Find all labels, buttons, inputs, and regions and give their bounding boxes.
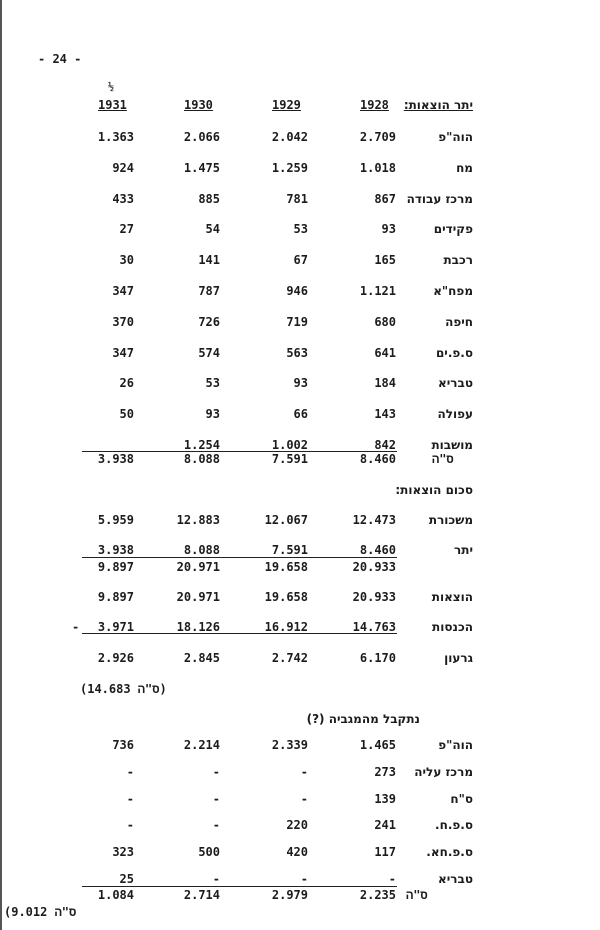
expense-row-value: 563 (286, 345, 308, 360)
received-row-label: ס.פ.ח. (435, 818, 473, 833)
expense-row-value: 347 (112, 284, 134, 298)
year-header: 1929 (272, 98, 301, 112)
received-row-value: 323 (112, 845, 134, 860)
expense-row-value: 26 (119, 376, 134, 391)
salaries-row-value: 12.067 (264, 513, 308, 527)
expense-row-value: 141 (198, 253, 220, 268)
expense-row-value: 143 (374, 407, 396, 422)
received-row-value: - (300, 791, 308, 806)
received-row-value: - (212, 764, 220, 779)
expense-row-value: 50 (119, 407, 134, 422)
expense-row-value: 370 (112, 314, 134, 329)
expense-row-value: 66 (293, 407, 308, 422)
income-row-value: 16.912 (264, 620, 308, 634)
summary-line (82, 557, 397, 558)
salaries-row-value: 12.883 (176, 513, 220, 527)
expense-row-label: חיפה (445, 314, 473, 329)
year-mark: ½ (108, 82, 115, 93)
received-row-value: 117 (374, 845, 396, 860)
received-row-value: 220 (286, 818, 308, 833)
deficit-row-label: גרעון (444, 651, 473, 665)
expense-row-label: מח (456, 160, 473, 175)
received-row-value: - (388, 872, 396, 886)
other-row-value: 7.591 (271, 543, 308, 557)
expense-total-value: 8.088 (183, 452, 220, 466)
expense-row-value: 1.259 (271, 160, 308, 175)
expense-row-value: 867 (374, 191, 396, 206)
expense-row-label: מרכז עבודה (406, 191, 473, 206)
deficit-row-value: 2.845 (183, 651, 220, 665)
received-row-value: 736 (112, 738, 134, 752)
expense-row-value: 67 (293, 253, 308, 268)
salaries-row-label: משכורת (428, 513, 473, 527)
other-row-value: 8.460 (359, 543, 396, 557)
received-row-value: 500 (198, 845, 220, 860)
expense-total-value: 8.460 (359, 452, 396, 466)
expense-row-label: רכבת (443, 253, 473, 268)
received-row-value: - (212, 818, 220, 833)
expense-row-label: עפולה (437, 407, 473, 422)
expense-row-value: 1.002 (271, 438, 308, 452)
received-total-value: 2.979 (271, 888, 308, 902)
received-title: נתקבל מהמגביה (?) (306, 712, 420, 726)
income-dash: - (72, 620, 80, 634)
expense-row-label: פקידים (433, 222, 473, 237)
expense-row-value: 726 (198, 314, 220, 329)
received-row-value: 241 (374, 818, 396, 833)
expense-row-value: 93 (293, 376, 308, 391)
received-note: (ס"ה 9.012 (4, 905, 77, 919)
expense-row-value: 719 (286, 314, 308, 329)
received-total-value: 2.714 (183, 888, 220, 902)
received-row-value: - (300, 872, 308, 886)
expenses-row-value: 19.658 (264, 590, 308, 604)
expense-row-value: 184 (374, 376, 396, 391)
deficit-row-value: 2.742 (271, 651, 308, 665)
expense-row-value: 165 (374, 253, 396, 268)
received-row-value: 2.339 (271, 738, 308, 752)
year-header: 1928 (360, 98, 389, 112)
received-row-value: 139 (374, 791, 396, 806)
expense-total-value: 7.591 (271, 452, 308, 466)
expense-row-value: 1.018 (359, 160, 396, 175)
received-row-label: ס.פ.חא. (426, 845, 473, 860)
other-row-label: יתר (454, 543, 473, 557)
summary-title: סכום הוצאות: (395, 483, 473, 497)
summary-total-value: 19.658 (264, 560, 308, 574)
page-number: - 24 - (38, 52, 82, 66)
expense-row-value: 946 (286, 284, 308, 298)
received-row-value: 273 (374, 764, 396, 779)
expenses-row-label: הוצאות (431, 590, 473, 604)
expense-row-value: 680 (374, 314, 396, 329)
expense-row-value: 924 (112, 160, 134, 175)
income-row-label: הכנסות (432, 620, 473, 634)
received-row-label: ס"ח (450, 791, 473, 806)
other-row-value: 3.938 (97, 543, 134, 557)
received-total-label: ס"ה (406, 888, 428, 902)
received-row-value: 25 (119, 872, 134, 886)
expense-row-value: 1.121 (359, 284, 396, 298)
received-row-label: מרכז עליה (414, 764, 473, 779)
received-row-value: 1.465 (359, 738, 396, 752)
received-row-label: טבריא (438, 872, 473, 886)
received-row-value: - (300, 764, 308, 779)
received-row-label: הוה"פ (438, 738, 473, 752)
expense-row-value: 1.475 (183, 160, 220, 175)
received-total-value: 2.235 (359, 888, 396, 902)
income-row-value: 14.763 (352, 620, 396, 634)
expense-row-value: 27 (119, 222, 134, 237)
received-row-value: - (126, 764, 134, 779)
received-total-line (82, 886, 397, 887)
expense-row-label: מפח"א (433, 284, 473, 298)
expense-row-value: 2.042 (271, 130, 308, 144)
other-row-value: 8.088 (183, 543, 220, 557)
expense-row-value: 885 (198, 191, 220, 206)
expense-row-value: 54 (205, 222, 220, 237)
income-row-value: 18.126 (176, 620, 220, 634)
summary-total-value: 9.897 (97, 560, 134, 574)
deficit-row-value: 6.170 (359, 651, 396, 665)
expense-row-value: 574 (198, 345, 220, 360)
expense-row-value: 2.709 (359, 130, 396, 144)
year-header: 1931 (98, 98, 127, 112)
expense-row-value: 53 (205, 376, 220, 391)
salaries-row-value: 12.473 (352, 513, 396, 527)
deficit-row-value: 2.926 (97, 651, 134, 665)
received-row-value: - (126, 791, 134, 806)
expense-row-value: 93 (381, 222, 396, 237)
summary-total-value: 20.971 (176, 560, 220, 574)
received-row-value: - (212, 791, 220, 806)
received-total-value: 1.084 (97, 888, 134, 902)
year-header: 1930 (184, 98, 213, 112)
expense-row-label: מושבות (431, 438, 473, 452)
salaries-row-value: 5.959 (97, 513, 134, 527)
expense-total-value: 3.938 (97, 452, 134, 466)
expense-row-value: 842 (374, 438, 396, 452)
expenses-row-value: 20.971 (176, 590, 220, 604)
expense-row-value: 433 (112, 191, 134, 206)
expense-row-value: 787 (198, 284, 220, 298)
expense-row-label: הוה"פ (438, 130, 473, 144)
received-row-value: - (212, 872, 220, 886)
expenses-row-value: 20.933 (352, 590, 396, 604)
expense-total-label: ס"ה (432, 452, 454, 466)
deficit-note: (14.683 ס"ה) (80, 682, 167, 696)
received-row-value: 420 (286, 845, 308, 860)
expense-row-value: 347 (112, 345, 134, 360)
expense-row-value: 2.066 (183, 130, 220, 144)
received-row-value: - (126, 818, 134, 833)
expense-row-value: 781 (286, 191, 308, 206)
expense-row-value: 641 (374, 345, 396, 360)
section-title: יתר הוצאות: (403, 98, 473, 112)
expense-row-value: 93 (205, 407, 220, 422)
expense-row-value: 30 (119, 253, 134, 268)
expense-row-label: טבריא (438, 376, 473, 391)
expense-row-label: ס.פ.ים (435, 345, 473, 360)
income-line (82, 633, 397, 634)
expense-row-value: 1.254 (183, 438, 220, 452)
summary-total-value: 20.933 (352, 560, 396, 574)
expense-row-value: 1.363 (97, 130, 134, 144)
expenses-row-value: 9.897 (97, 590, 134, 604)
income-row-value: 3.971 (97, 620, 134, 634)
page-edge (0, 0, 2, 930)
received-row-value: 2.214 (183, 738, 220, 752)
expense-row-value: 53 (293, 222, 308, 237)
